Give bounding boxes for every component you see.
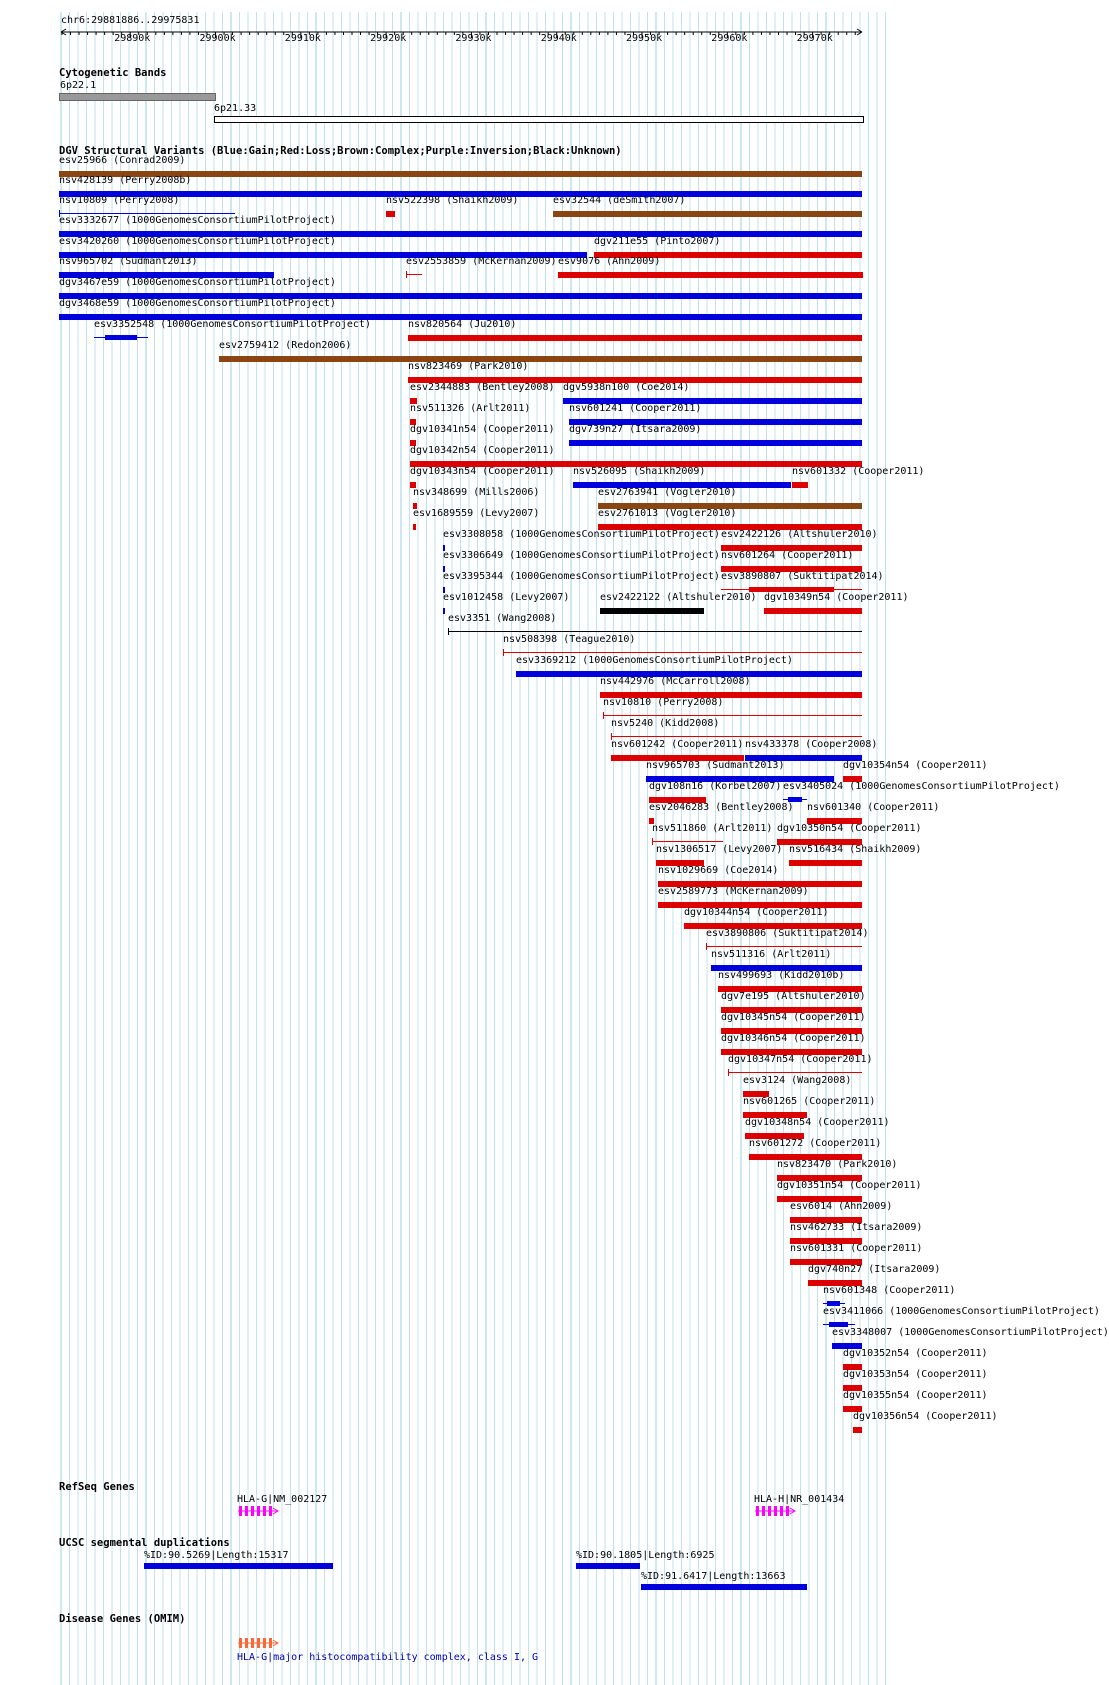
dgv-feature-label: nsv10810 (Perry2008)	[603, 697, 724, 708]
segdup-bar[interactable]	[576, 1563, 640, 1569]
gene-exon	[257, 1506, 260, 1516]
dgv-feature-label: nsv428139 (Perry2008b)	[59, 175, 192, 186]
dgv-feature-bar[interactable]	[219, 356, 862, 362]
cytoband-label-6p21-33: 6p21.33	[214, 103, 257, 114]
dgv-feature-label: dgv10349n54 (Cooper2011)	[764, 592, 909, 603]
dgv-feature-bar[interactable]	[721, 589, 862, 590]
dgv-feature-label: dgv10353n54 (Cooper2011)	[843, 1369, 988, 1380]
ruler-tick-label: 29930k	[455, 33, 492, 44]
dgv-feature-label: dgv10355n54 (Cooper2011)	[843, 1390, 988, 1401]
gene-exon	[245, 1506, 248, 1516]
dgv-feature-bar[interactable]	[611, 736, 862, 737]
dgv-feature-bar[interactable]	[792, 482, 808, 488]
segdup-label: %ID:91.6417|Length:13663	[641, 1571, 786, 1582]
dgv-feature-label: nsv462733 (Itsara2009)	[790, 1222, 923, 1233]
dgv-feature-label: nsv508398 (Teague2010)	[503, 634, 636, 645]
gene-exon	[768, 1506, 771, 1516]
dgv-feature-label: nsv601264 (Cooper2011)	[721, 550, 854, 561]
dgv-feature-label: esv3405024 (1000GenomesConsortiumPilotProject)	[783, 781, 1060, 792]
gene-exon	[263, 1638, 266, 1648]
gene-exon	[251, 1638, 254, 1648]
dgv-feature-bar[interactable]	[443, 608, 445, 614]
dgv-feature-bar[interactable]	[503, 652, 862, 653]
dgv-feature-label: esv2422122 (Altshuler2010)	[600, 592, 757, 603]
dgv-feature-label: nsv1306517 (Levy2007)	[656, 844, 783, 855]
omim-track-title: Disease Genes (OMIM)	[59, 1613, 186, 1625]
dgv-feature-label: nsv601340 (Cooper2011)	[807, 802, 940, 813]
ruler-tick-label: 29900k	[199, 33, 236, 44]
gene-exon	[245, 1638, 248, 1648]
dgv-feature-label: dgv10345n54 (Cooper2011)	[721, 1012, 866, 1023]
dgv-feature-label: nsv823470 (Park2010)	[777, 1159, 898, 1170]
dgv-feature-label: nsv601242 (Cooper2011)	[611, 739, 744, 750]
cytoband-6p22-1[interactable]	[59, 93, 216, 101]
dgv-feature-label: nsv601331 (Cooper2011)	[790, 1243, 923, 1254]
dgv-feature-bar[interactable]	[558, 272, 863, 278]
dgv-feature-label: dgv10343n54 (Cooper2011)	[410, 466, 555, 477]
dgv-feature-label: dgv10348n54 (Cooper2011)	[745, 1117, 890, 1128]
dgv-feature-label: dgv10354n54 (Cooper2011)	[843, 760, 988, 771]
dgv-feature-label: nsv433378 (Cooper2008)	[745, 739, 878, 750]
omim-gene-label[interactable]: HLA-G|major histocompatibility complex, class I, G	[237, 1652, 539, 1663]
gene-exon	[762, 1506, 765, 1516]
dgv-feature-bar[interactable]	[823, 1303, 845, 1304]
dgv-feature-bar[interactable]	[413, 524, 416, 530]
dgv-feature-label: esv3352548 (1000GenomesConsortiumPilotProject)	[94, 319, 371, 330]
ruler-tick-label: 29940k	[540, 33, 577, 44]
gene-exon	[257, 1638, 260, 1648]
dgv-feature-label: esv2553859 (McKernan2009)	[406, 256, 557, 267]
gene-exon	[780, 1506, 783, 1516]
refseq-gene-hla-g[interactable]	[237, 1504, 287, 1518]
dgv-feature-bar[interactable]	[789, 860, 862, 866]
dgv-feature-bar[interactable]	[94, 337, 148, 338]
dgv-feature-label: esv3351 (Wang2008)	[448, 613, 557, 624]
dgv-feature-label: dgv10352n54 (Cooper2011)	[843, 1348, 988, 1359]
gene-exon	[756, 1506, 759, 1516]
dgv-feature-bar[interactable]	[408, 335, 862, 341]
segdup-track-title: UCSC segmental duplications	[59, 1537, 230, 1549]
dgv-feature-label: esv3124 (Wang2008)	[743, 1075, 852, 1086]
dgv-feature-bar[interactable]	[823, 1324, 855, 1325]
segdup-bar[interactable]	[144, 1563, 333, 1569]
dgv-feature-label: dgv10341n54 (Cooper2011)	[410, 424, 555, 435]
dgv-feature-label: esv32544 (deSmith2007)	[553, 195, 686, 206]
dgv-feature-label: nsv10809 (Perry2008)	[59, 195, 180, 206]
ruler-tick-label: 29970k	[796, 33, 833, 44]
cytoband-label-6p22-1: 6p22.1	[60, 80, 97, 91]
dgv-feature-bar[interactable]	[603, 715, 862, 716]
dgv-feature-label: dgv3467e59 (1000GenomesConsortiumPilotProject)	[59, 277, 336, 288]
dgv-feature-label: esv2761013 (Vogler2010)	[598, 508, 737, 519]
dgv-feature-label: esv3420260 (1000GenomesConsortiumPilotProject)	[59, 236, 336, 247]
dgv-feature-label: dgv739n27 (Itsara2009)	[569, 424, 702, 435]
dgv-feature-label: esv3348007 (1000GenomesConsortiumPilotProject)	[832, 1327, 1109, 1338]
dgv-feature-label: dgv5938n100 (Coe2014)	[563, 382, 690, 393]
dgv-feature-bar[interactable]	[406, 274, 422, 275]
dgv-feature-label: nsv965703 (Sudmant2013)	[646, 760, 785, 771]
dgv-feature-label: nsv526095 (Shaikh2009)	[573, 466, 706, 477]
dgv-feature-label: dgv7e195 (Altshuler2010)	[721, 991, 866, 1002]
segdup-label: %ID:90.5269|Length:15317	[144, 1550, 289, 1561]
dgv-feature-bar[interactable]	[764, 608, 862, 614]
gene-exon	[251, 1506, 254, 1516]
omim-gene-glyph[interactable]	[237, 1636, 287, 1650]
refseq-track-title: RefSeq Genes	[59, 1481, 135, 1493]
dgv-feature-bar[interactable]	[652, 841, 723, 842]
dgv-feature-label: esv3306649 (1000GenomesConsortiumPilotProject)	[443, 550, 720, 561]
dgv-feature-label: esv2422126 (Altshuler2010)	[721, 529, 878, 540]
gene-exon	[269, 1638, 272, 1648]
refseq-gene-hla-h[interactable]	[754, 1504, 804, 1518]
dgv-feature-bar[interactable]	[783, 799, 807, 800]
dgv-feature-label: nsv516434 (Shaikh2009)	[789, 844, 922, 855]
gene-exon	[786, 1506, 789, 1516]
dgv-feature-label: nsv601265 (Cooper2011)	[743, 1096, 876, 1107]
dgv-feature-bar[interactable]	[59, 213, 235, 214]
dgv-feature-label: dgv10347n54 (Cooper2011)	[728, 1054, 873, 1065]
dgv-feature-label: esv2763941 (Vogler2010)	[598, 487, 737, 498]
dgv-feature-label: esv6014 (Ahn2009)	[790, 1201, 893, 1212]
dgv-feature-bar[interactable]	[600, 608, 704, 614]
gene-exon	[269, 1506, 272, 1516]
dgv-feature-label: nsv511860 (Arlt2011)	[652, 823, 773, 834]
dgv-feature-label: dgv10351n54 (Cooper2011)	[777, 1180, 922, 1191]
dgv-feature-label: nsv965702 (Sudmant2013)	[59, 256, 198, 267]
dgv-feature-bar[interactable]	[386, 211, 395, 217]
dgv-feature-label: esv3308058 (1000GenomesConsortiumPilotProject)	[443, 529, 720, 540]
dgv-feature-label: esv1012458 (Levy2007)	[443, 592, 570, 603]
dgv-feature-label: nsv442976 (McCarroll2008)	[600, 676, 751, 687]
dgv-feature-label: nsv601241 (Cooper2011)	[569, 403, 702, 414]
dgv-feature-bar[interactable]	[728, 1072, 862, 1073]
cytoband-6p21-33[interactable]	[214, 116, 864, 123]
dgv-feature-label: esv1689559 (Levy2007)	[413, 508, 540, 519]
dgv-feature-label: esv9076 (Ahn2009)	[558, 256, 661, 267]
dgv-feature-label: nsv511326 (Arlt2011)	[410, 403, 531, 414]
dgv-feature-label: dgv3468e59 (1000GenomesConsortiumPilotProject)	[59, 298, 336, 309]
dgv-feature-bar[interactable]	[448, 631, 862, 632]
dgv-feature-label: nsv601272 (Cooper2011)	[749, 1138, 882, 1149]
dgv-feature-label: esv3395344 (1000GenomesConsortiumPilotProject)	[443, 571, 720, 582]
dgv-feature-bar[interactable]	[853, 1427, 862, 1433]
dgv-feature-label: esv3890807 (Suktitipat2014)	[721, 571, 884, 582]
dgv-feature-label: dgv740n27 (Itsara2009)	[808, 1264, 941, 1275]
dgv-feature-label: nsv348699 (Mills2006)	[413, 487, 540, 498]
dgv-feature-label: dgv10344n54 (Cooper2011)	[684, 907, 829, 918]
dgv-feature-label: esv3890806 (Suktitipat2014)	[706, 928, 869, 939]
ruler-tick-label: 29950k	[626, 33, 663, 44]
dgv-feature-label: esv2759412 (Redon2006)	[219, 340, 352, 351]
dgv-feature-label: esv3411066 (1000GenomesConsortiumPilotProject)	[823, 1306, 1100, 1317]
refseq-gene-label: HLA-H|NR_001434	[754, 1494, 845, 1505]
dgv-feature-label: esv2046283 (Bentley2008)	[649, 802, 794, 813]
ruler-tick-label: 29920k	[370, 33, 407, 44]
dgv-feature-bar[interactable]	[569, 440, 862, 446]
segdup-bar[interactable]	[641, 1584, 807, 1590]
dgv-feature-label: esv25966 (Conrad2009)	[59, 155, 186, 166]
dgv-feature-label: nsv1029669 (Coe2014)	[658, 865, 779, 876]
dgv-feature-label: nsv511316 (Arlt2011)	[711, 949, 832, 960]
gene-exon	[239, 1506, 242, 1516]
dgv-feature-label: dgv108n16 (Korbel2007)	[649, 781, 782, 792]
gene-exon	[239, 1638, 242, 1648]
dgv-feature-label: nsv601348 (Cooper2011)	[823, 1285, 956, 1296]
segdup-label: %ID:90.1805|Length:6925	[576, 1550, 715, 1561]
dgv-feature-bar[interactable]	[553, 211, 862, 217]
dgv-feature-label: dgv10356n54 (Cooper2011)	[853, 1411, 998, 1422]
refseq-gene-label: HLA-G|NM_002127	[237, 1494, 328, 1505]
dgv-feature-label: nsv601332 (Cooper2011)	[792, 466, 925, 477]
ruler-range-label: chr6:29881886..29975831	[61, 15, 200, 26]
dgv-feature-label: dgv10346n54 (Cooper2011)	[721, 1033, 866, 1044]
dgv-feature-label: esv3332677 (1000GenomesConsortiumPilotProject)	[59, 215, 336, 226]
dgv-feature-label: esv2589773 (McKernan2009)	[658, 886, 809, 897]
dgv-feature-label: nsv522398 (Shaikh2009)	[386, 195, 519, 206]
dgv-feature-label: nsv5240 (Kidd2008)	[611, 718, 720, 729]
dgv-feature-label: esv2344883 (Bentley2008)	[410, 382, 555, 393]
cytoband-track-title: Cytogenetic Bands	[59, 67, 167, 79]
dgv-feature-bar[interactable]	[706, 946, 862, 947]
gene-exon	[263, 1506, 266, 1516]
dgv-feature-label: dgv10342n54 (Cooper2011)	[410, 445, 555, 456]
dgv-feature-label: dgv211e55 (Pinto2007)	[594, 236, 721, 247]
dgv-feature-label: nsv820564 (Ju2010)	[408, 319, 517, 330]
dgv-feature-label: dgv10350n54 (Cooper2011)	[777, 823, 922, 834]
ruler-tick-label: 29960k	[711, 33, 748, 44]
dgv-feature-label: nsv499693 (Kidd2010b)	[718, 970, 845, 981]
dgv-feature-label: nsv823469 (Park2010)	[408, 361, 529, 372]
ruler-tick-label: 29910k	[284, 33, 321, 44]
dgv-track-title: DGV Structural Variants (Blue:Gain;Red:Loss;Brown:Complex;Purple:Inversion;Black:Unknown)	[59, 145, 622, 157]
gene-exon	[774, 1506, 777, 1516]
dgv-feature-label: esv3369212 (1000GenomesConsortiumPilotProject)	[516, 655, 793, 666]
ruler-tick-label: 29890k	[114, 33, 151, 44]
